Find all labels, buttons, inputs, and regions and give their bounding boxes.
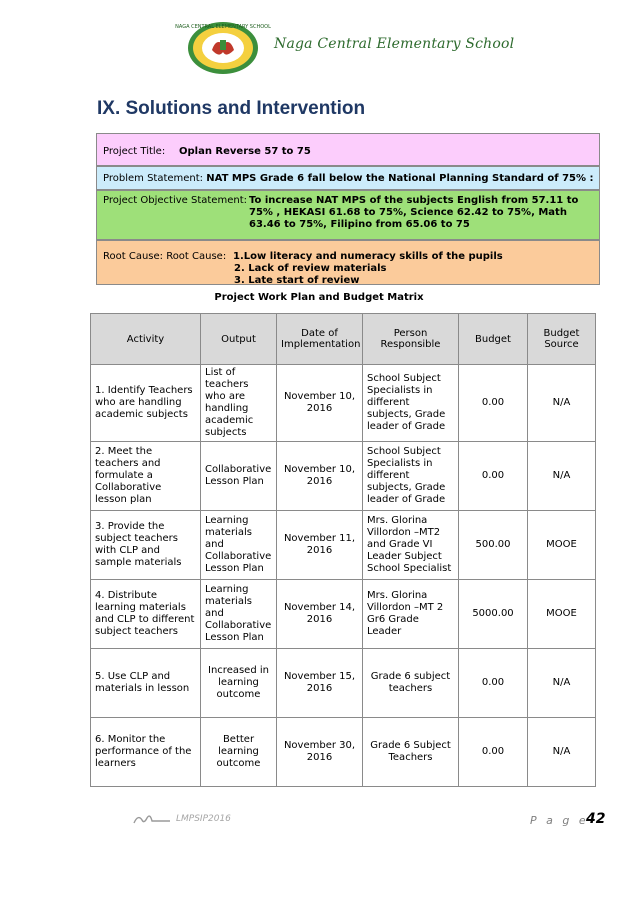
school-name: Naga Central Elementary School: [274, 36, 515, 52]
cell-output: Collaborative Lesson Plan: [201, 442, 277, 511]
cell-activity: 5. Use CLP and materials in lesson: [91, 649, 201, 718]
project-title-label: Project Title:: [103, 146, 166, 157]
cell-budget-source: MOOE: [528, 511, 596, 580]
cell-activity: 4. Distribute learning materials and CLP to different subject teachers: [91, 580, 201, 649]
objective-value: To increase NAT MPS of the subjects English from 57.11 to 75% , HEKASI 61.68 to 75%, Science 62.42 to 75%, Math 63.46 to 75%, Filipino from 65.06 to 75: [249, 195, 579, 230]
cell-budget: 0.00: [459, 365, 528, 442]
cell-budget-source: N/A: [528, 365, 596, 442]
header-date: Date of Implementation: [277, 314, 363, 365]
problem-statement-box: [96, 166, 600, 190]
page-number: 42: [586, 811, 606, 827]
objective-statement-box: [96, 190, 600, 240]
project-title-box: [96, 133, 600, 166]
table-row: [91, 718, 596, 787]
root-cause-list: [233, 251, 503, 287]
root-cause-item: 1.Low literacy and numeracy skills of the pupils: [233, 251, 503, 262]
cell-person: Mrs. Glorina Villordon –MT 2 Gr6 Grade Leader: [363, 580, 459, 649]
header-person: Person Responsible: [363, 314, 459, 365]
table-row: [91, 649, 596, 718]
cell-budget: 500.00: [459, 511, 528, 580]
table-row: [91, 580, 596, 649]
root-cause-item: 3. Late start of review: [234, 275, 360, 286]
problem-statement-value: NAT MPS Grade 6 fall below the National Planning Standard of 75% :: [206, 173, 594, 184]
cell-output: Better learning outcome: [201, 718, 277, 787]
cell-output: List of teachers who are handling academic subjects: [201, 365, 277, 442]
page-header: [0, 18, 638, 78]
cell-activity: 3. Provide the subject teachers with CLP and sample materials: [91, 511, 201, 580]
cell-date: November 11, 2016: [277, 511, 363, 580]
header-activity: Activity: [91, 314, 201, 365]
matrix-title: Project Work Plan and Budget Matrix: [214, 292, 424, 303]
work-plan-budget-table: [90, 313, 596, 787]
cell-activity: 2. Meet the teachers and formulate a Collaborative lesson plan: [91, 442, 201, 511]
cell-budget-source: N/A: [528, 649, 596, 718]
cell-budget: 5000.00: [459, 580, 528, 649]
table-row: [91, 365, 596, 442]
cell-activity: 1. Identify Teachers who are handling academic subjects: [91, 365, 201, 442]
cell-budget: 0.00: [459, 718, 528, 787]
cell-output: Increased in learning outcome: [201, 649, 277, 718]
header-budget-source: Budget Source: [528, 314, 596, 365]
cell-activity: 6. Monitor the performance of the learners: [91, 718, 201, 787]
footer-doc-code: LMPSIP2016: [176, 814, 231, 824]
seal-text: NAGA CENTRAL ELEMENTARY SCHOOL: [175, 24, 271, 30]
problem-statement-label: Problem Statement:: [103, 173, 204, 184]
table-header-row: [91, 314, 596, 365]
page-label: P a g e: [530, 814, 589, 827]
project-title-value: Oplan Reverse 57 to 75: [179, 146, 311, 157]
root-cause-box: [96, 240, 600, 285]
cell-person: Grade 6 subject teachers: [363, 649, 459, 718]
cell-date: November 10, 2016: [277, 365, 363, 442]
table-row: [91, 442, 596, 511]
cell-budget: 0.00: [459, 649, 528, 718]
school-seal-logo: [175, 20, 271, 76]
cell-date: November 15, 2016: [277, 649, 363, 718]
objective-label: Project Objective Statement:: [103, 195, 247, 206]
cell-budget-source: N/A: [528, 442, 596, 511]
cell-output: Learning materials and Collaborative Lesson Plan: [201, 511, 277, 580]
section-title: IX. Solutions and Intervention: [97, 98, 366, 119]
cell-budget: 0.00: [459, 442, 528, 511]
cell-date: November 10, 2016: [277, 442, 363, 511]
cell-person: School Subject Specialists in different subjects, Grade leader of Grade: [363, 442, 459, 511]
table-row: [91, 511, 596, 580]
header-budget: Budget: [459, 314, 528, 365]
cell-budget-source: MOOE: [528, 580, 596, 649]
cell-date: November 30, 2016: [277, 718, 363, 787]
root-cause-label: Root Cause: Root Cause:: [103, 251, 227, 262]
footer-signature-logo: [132, 812, 172, 826]
cell-output: Learning materials and Collaborative Lesson Plan: [201, 580, 277, 649]
cell-person: Mrs. Glorina Villordon –MT2 and Grade VI Leader Subject School Specialist: [363, 511, 459, 580]
cell-person: School Subject Specialists in different subjects, Grade leader of Grade: [363, 365, 459, 442]
cell-date: November 14, 2016: [277, 580, 363, 649]
cell-person: Grade 6 Subject Teachers: [363, 718, 459, 787]
cell-budget-source: N/A: [528, 718, 596, 787]
root-cause-item: 2. Lack of review materials: [234, 263, 387, 274]
header-output: Output: [201, 314, 277, 365]
